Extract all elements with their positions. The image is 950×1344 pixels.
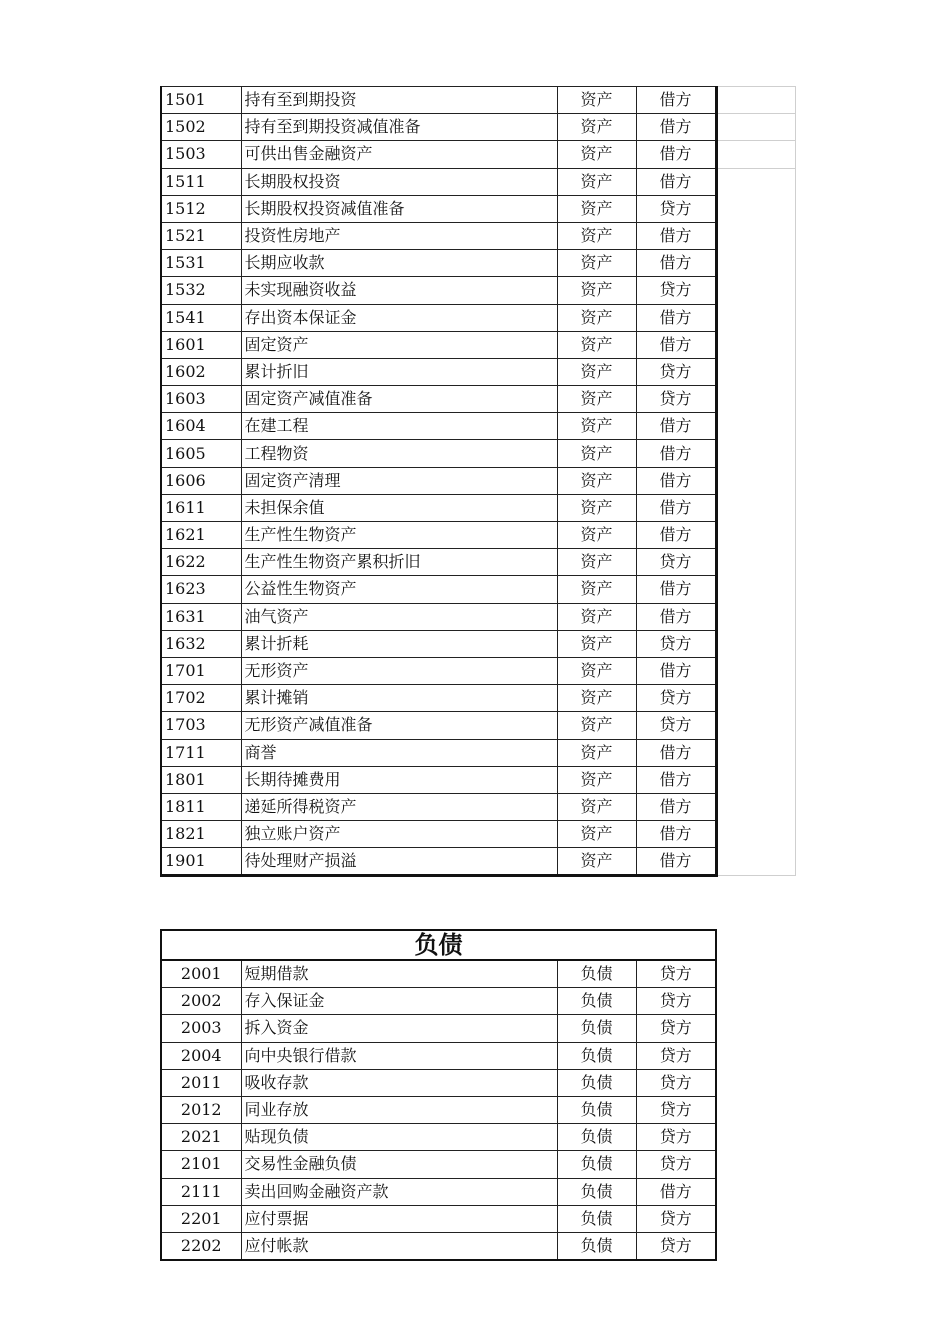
account-name: 吸收存款 — [241, 1069, 557, 1096]
account-category: 资产 — [557, 603, 636, 630]
account-category: 资产 — [557, 549, 636, 576]
account-name: 累计折旧 — [241, 358, 557, 385]
empty-cell — [716, 195, 795, 222]
account-name: 工程物资 — [241, 440, 557, 467]
balance-direction: 借方 — [636, 657, 716, 684]
account-name: 贴现负债 — [241, 1124, 557, 1151]
account-code: 1703 — [161, 712, 241, 739]
account-code: 2003 — [161, 1015, 241, 1042]
account-category: 负债 — [557, 1151, 636, 1178]
balance-direction: 贷方 — [636, 1015, 716, 1042]
table-row — [161, 549, 795, 576]
account-name: 未担保余值 — [241, 494, 557, 521]
table-row — [161, 222, 795, 249]
table-row — [161, 304, 795, 331]
empty-cell — [716, 793, 795, 820]
account-code: 1511 — [161, 168, 241, 195]
empty-cell — [716, 440, 795, 467]
account-code: 1532 — [161, 277, 241, 304]
table-row — [161, 386, 795, 413]
account-category: 资产 — [557, 277, 636, 304]
account-name: 持有至到期投资 — [241, 87, 557, 114]
account-code: 2021 — [161, 1124, 241, 1151]
table-row — [161, 576, 795, 603]
empty-cell — [716, 413, 795, 440]
account-name: 向中央银行借款 — [241, 1042, 557, 1069]
balance-direction: 借方 — [636, 821, 716, 848]
balance-direction: 借方 — [636, 114, 716, 141]
account-name: 累计折耗 — [241, 630, 557, 657]
balance-direction: 借方 — [636, 222, 716, 249]
account-category: 资产 — [557, 712, 636, 739]
account-name: 未实现融资收益 — [241, 277, 557, 304]
table-row — [161, 1151, 716, 1178]
account-name: 拆入资金 — [241, 1015, 557, 1042]
balance-direction: 贷方 — [636, 685, 716, 712]
empty-cell — [716, 222, 795, 249]
empty-cell — [716, 114, 795, 141]
empty-cell — [716, 549, 795, 576]
balance-direction: 借方 — [636, 1178, 716, 1205]
account-category: 资产 — [557, 87, 636, 114]
account-code: 2101 — [161, 1151, 241, 1178]
balance-direction: 借方 — [636, 766, 716, 793]
account-code: 1605 — [161, 440, 241, 467]
account-code: 1602 — [161, 358, 241, 385]
account-code: 1512 — [161, 195, 241, 222]
account-name: 存出资本保证金 — [241, 304, 557, 331]
account-name: 交易性金融负债 — [241, 1151, 557, 1178]
balance-direction: 贷方 — [636, 358, 716, 385]
account-name: 应付票据 — [241, 1205, 557, 1232]
account-name: 长期股权投资减值准备 — [241, 195, 557, 222]
account-category: 负债 — [557, 1205, 636, 1232]
balance-direction: 借方 — [636, 603, 716, 630]
empty-cell — [716, 386, 795, 413]
account-category: 资产 — [557, 685, 636, 712]
account-name: 商誉 — [241, 739, 557, 766]
empty-cell — [716, 250, 795, 277]
empty-cell — [716, 168, 795, 195]
balance-direction: 贷方 — [636, 988, 716, 1015]
balance-direction: 借方 — [636, 331, 716, 358]
table-row — [161, 1232, 716, 1260]
table-row — [161, 1096, 716, 1123]
account-code: 1603 — [161, 386, 241, 413]
account-code: 2011 — [161, 1069, 241, 1096]
account-category: 资产 — [557, 222, 636, 249]
table-row — [161, 522, 795, 549]
balance-direction: 借方 — [636, 576, 716, 603]
empty-cell — [716, 766, 795, 793]
empty-cell — [716, 358, 795, 385]
account-name: 长期股权投资 — [241, 168, 557, 195]
balance-direction: 贷方 — [636, 1042, 716, 1069]
balance-direction: 借方 — [636, 494, 716, 521]
account-name: 投资性房地产 — [241, 222, 557, 249]
liability-title-row — [161, 930, 716, 960]
account-name: 递延所得税资产 — [241, 793, 557, 820]
account-category: 资产 — [557, 114, 636, 141]
empty-cell — [716, 467, 795, 494]
empty-cell — [716, 277, 795, 304]
account-code: 1631 — [161, 603, 241, 630]
table-row — [161, 685, 795, 712]
asset-accounts-table — [160, 86, 796, 877]
table-row — [161, 793, 795, 820]
account-code: 2002 — [161, 988, 241, 1015]
account-code: 1632 — [161, 630, 241, 657]
empty-cell — [716, 685, 795, 712]
account-category: 资产 — [557, 467, 636, 494]
balance-direction: 贷方 — [636, 195, 716, 222]
account-category: 资产 — [557, 494, 636, 521]
empty-cell — [716, 630, 795, 657]
account-name: 同业存放 — [241, 1096, 557, 1123]
empty-cell — [716, 821, 795, 848]
account-category: 负债 — [557, 1096, 636, 1123]
account-category: 资产 — [557, 413, 636, 440]
account-name: 长期待摊费用 — [241, 766, 557, 793]
balance-direction: 贷方 — [636, 1205, 716, 1232]
account-category: 负债 — [557, 1232, 636, 1260]
account-code: 1601 — [161, 331, 241, 358]
account-category: 负债 — [557, 1042, 636, 1069]
balance-direction: 借方 — [636, 440, 716, 467]
empty-cell — [716, 712, 795, 739]
table-row — [161, 168, 795, 195]
account-category: 资产 — [557, 821, 636, 848]
balance-direction: 借方 — [636, 304, 716, 331]
table-row — [161, 467, 795, 494]
balance-direction: 借方 — [636, 413, 716, 440]
account-category: 负债 — [557, 1069, 636, 1096]
table-row — [161, 331, 795, 358]
account-code: 1503 — [161, 141, 241, 168]
empty-cell — [716, 603, 795, 630]
balance-direction: 贷方 — [636, 386, 716, 413]
account-category: 资产 — [557, 440, 636, 467]
account-category: 资产 — [557, 358, 636, 385]
balance-direction: 借方 — [636, 793, 716, 820]
account-category: 资产 — [557, 331, 636, 358]
account-code: 1623 — [161, 576, 241, 603]
table-row — [161, 1124, 716, 1151]
account-name: 独立账户资产 — [241, 821, 557, 848]
account-code: 1502 — [161, 114, 241, 141]
account-category: 资产 — [557, 766, 636, 793]
account-category: 资产 — [557, 522, 636, 549]
account-name: 存入保证金 — [241, 988, 557, 1015]
account-code: 1821 — [161, 821, 241, 848]
balance-direction: 贷方 — [636, 1096, 716, 1123]
account-code: 1711 — [161, 739, 241, 766]
account-code: 1801 — [161, 766, 241, 793]
balance-direction: 贷方 — [636, 960, 716, 988]
empty-cell — [716, 848, 795, 876]
account-code: 2004 — [161, 1042, 241, 1069]
empty-cell — [716, 494, 795, 521]
account-category: 资产 — [557, 304, 636, 331]
balance-direction: 贷方 — [636, 1232, 716, 1260]
table-row — [161, 739, 795, 766]
account-code: 1501 — [161, 87, 241, 114]
account-code: 1702 — [161, 685, 241, 712]
account-code: 1604 — [161, 413, 241, 440]
empty-cell — [716, 141, 795, 168]
account-category: 资产 — [557, 168, 636, 195]
balance-direction: 贷方 — [636, 1124, 716, 1151]
table-row — [161, 195, 795, 222]
account-name: 油气资产 — [241, 603, 557, 630]
liability-section-title: 负债 — [161, 930, 716, 960]
asset-accounts-body — [161, 87, 795, 876]
account-category: 负债 — [557, 1124, 636, 1151]
account-category: 资产 — [557, 386, 636, 413]
balance-direction: 借方 — [636, 739, 716, 766]
account-category: 资产 — [557, 848, 636, 876]
empty-cell — [716, 576, 795, 603]
account-category: 资产 — [557, 141, 636, 168]
empty-cell — [716, 87, 795, 114]
balance-direction: 贷方 — [636, 1151, 716, 1178]
balance-direction: 贷方 — [636, 549, 716, 576]
account-code: 2111 — [161, 1178, 241, 1205]
table-row — [161, 114, 795, 141]
account-code: 1521 — [161, 222, 241, 249]
table-row — [161, 413, 795, 440]
account-code: 2012 — [161, 1096, 241, 1123]
account-code: 1901 — [161, 848, 241, 876]
account-category: 负债 — [557, 988, 636, 1015]
balance-direction: 借方 — [636, 848, 716, 876]
table-row — [161, 960, 716, 988]
table-row — [161, 250, 795, 277]
table-row — [161, 1178, 716, 1205]
account-category: 资产 — [557, 739, 636, 766]
account-code: 1611 — [161, 494, 241, 521]
account-name: 公益性生物资产 — [241, 576, 557, 603]
table-row — [161, 603, 795, 630]
balance-direction: 借方 — [636, 522, 716, 549]
balance-direction: 贷方 — [636, 277, 716, 304]
table-row — [161, 630, 795, 657]
balance-direction: 贷方 — [636, 712, 716, 739]
account-name: 卖出回购金融资产款 — [241, 1178, 557, 1205]
account-category: 资产 — [557, 657, 636, 684]
account-name: 生产性生物资产累积折旧 — [241, 549, 557, 576]
account-category: 资产 — [557, 793, 636, 820]
table-row — [161, 494, 795, 521]
table-row — [161, 657, 795, 684]
account-name: 待处理财产损溢 — [241, 848, 557, 876]
account-category: 资产 — [557, 195, 636, 222]
account-name: 无形资产 — [241, 657, 557, 684]
table-row — [161, 358, 795, 385]
account-category: 资产 — [557, 630, 636, 657]
empty-cell — [716, 657, 795, 684]
balance-direction: 借方 — [636, 168, 716, 195]
account-name: 持有至到期投资减值准备 — [241, 114, 557, 141]
account-category: 负债 — [557, 1178, 636, 1205]
account-name: 固定资产清理 — [241, 467, 557, 494]
balance-direction: 贷方 — [636, 1069, 716, 1096]
table-row — [161, 988, 716, 1015]
account-code: 1811 — [161, 793, 241, 820]
table-row — [161, 440, 795, 467]
empty-cell — [716, 739, 795, 766]
account-code: 1701 — [161, 657, 241, 684]
table-row — [161, 87, 795, 114]
account-code: 1531 — [161, 250, 241, 277]
balance-direction: 贷方 — [636, 630, 716, 657]
empty-cell — [716, 522, 795, 549]
account-code: 2001 — [161, 960, 241, 988]
balance-direction: 借方 — [636, 141, 716, 168]
account-code: 1621 — [161, 522, 241, 549]
table-row — [161, 277, 795, 304]
account-name: 长期应收款 — [241, 250, 557, 277]
table-row — [161, 1069, 716, 1096]
table-row — [161, 1015, 716, 1042]
account-name: 固定资产 — [241, 331, 557, 358]
account-category: 资产 — [557, 576, 636, 603]
balance-direction: 借方 — [636, 467, 716, 494]
table-row — [161, 848, 795, 876]
account-code: 1622 — [161, 549, 241, 576]
account-category: 负债 — [557, 960, 636, 988]
liability-accounts-table — [160, 929, 717, 1261]
empty-cell — [716, 304, 795, 331]
account-code: 1541 — [161, 304, 241, 331]
account-name: 可供出售金融资产 — [241, 141, 557, 168]
balance-direction: 借方 — [636, 87, 716, 114]
account-name: 固定资产减值准备 — [241, 386, 557, 413]
empty-cell — [716, 331, 795, 358]
balance-direction: 借方 — [636, 250, 716, 277]
table-row — [161, 141, 795, 168]
account-name: 应付帐款 — [241, 1232, 557, 1260]
liability-accounts-body — [161, 930, 716, 1260]
account-category: 资产 — [557, 250, 636, 277]
table-row — [161, 1205, 716, 1232]
account-name: 生产性生物资产 — [241, 522, 557, 549]
account-code: 2201 — [161, 1205, 241, 1232]
account-name: 无形资产减值准备 — [241, 712, 557, 739]
table-row — [161, 766, 795, 793]
account-name: 短期借款 — [241, 960, 557, 988]
table-row — [161, 712, 795, 739]
account-code: 1606 — [161, 467, 241, 494]
account-name: 在建工程 — [241, 413, 557, 440]
account-category: 负债 — [557, 1015, 636, 1042]
table-row — [161, 1042, 716, 1069]
table-row — [161, 821, 795, 848]
account-code: 2202 — [161, 1232, 241, 1260]
account-name: 累计摊销 — [241, 685, 557, 712]
